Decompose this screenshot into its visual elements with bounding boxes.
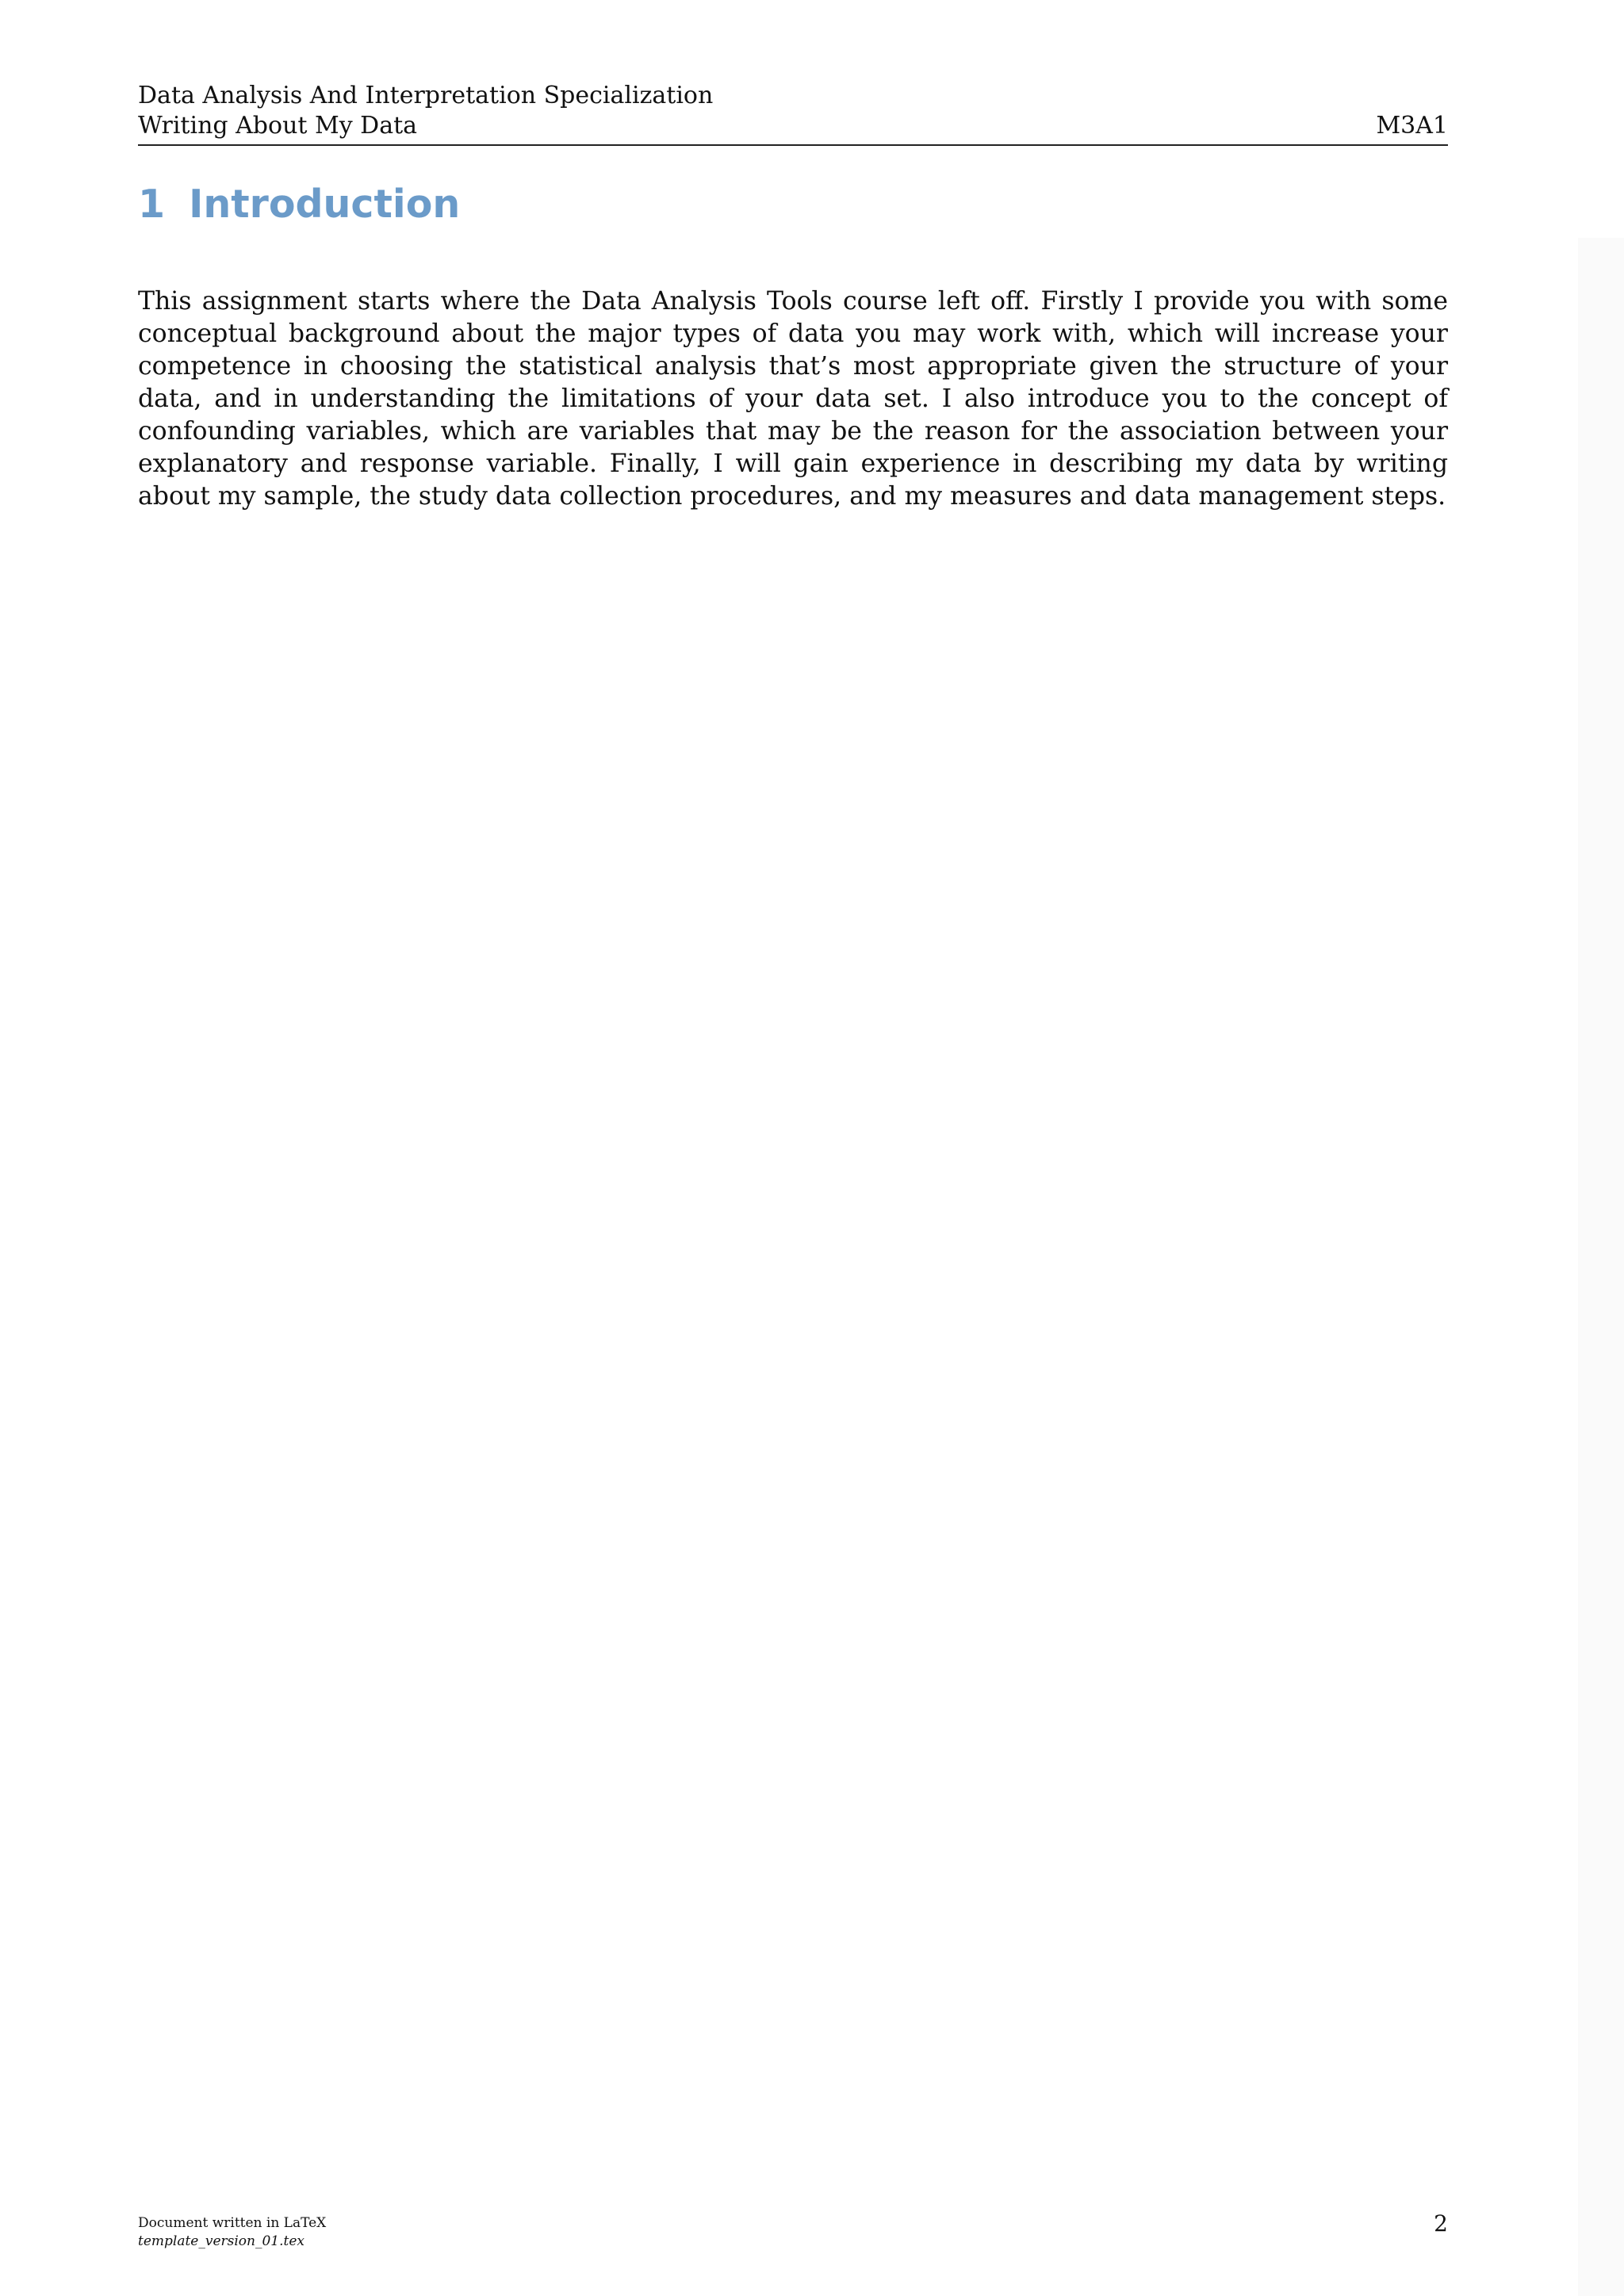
header-course: Data Analysis And Interpretation Specialization [138,82,714,109]
header-row [138,111,1448,141]
page-footer [138,2210,1448,2250]
section-heading [138,179,460,230]
page-header [138,81,1448,146]
page-number: 2 [1434,2210,1448,2237]
header-title: Writing About My Data [138,112,418,140]
footer-note: Document written in LaTeX [138,2215,327,2231]
footer-file: template_version_01.tex [138,2233,305,2249]
section-number: 1 [138,182,166,227]
body-paragraph: This assignment starts where the Data Analysis Tools course left off. Firstly I provide you with some conceptual background about the major types of data you may work with, which will increase your competence in choosing the statistical analysis that’s most appropriate given the structure of your data, and in understanding the limitations of your data set. I also introduce you to the concept of confounding variables, which are variables that may be the reason for the association between your explanatory and response variable. Finally, I will gain experience in describing my data by writing about my sample, the study data collection procedures, and my measures and data management steps. [138,287,1448,511]
header-code: M3A1 [1376,112,1448,140]
page-shade [1578,238,1624,2296]
section-title: Introduction [189,182,461,227]
